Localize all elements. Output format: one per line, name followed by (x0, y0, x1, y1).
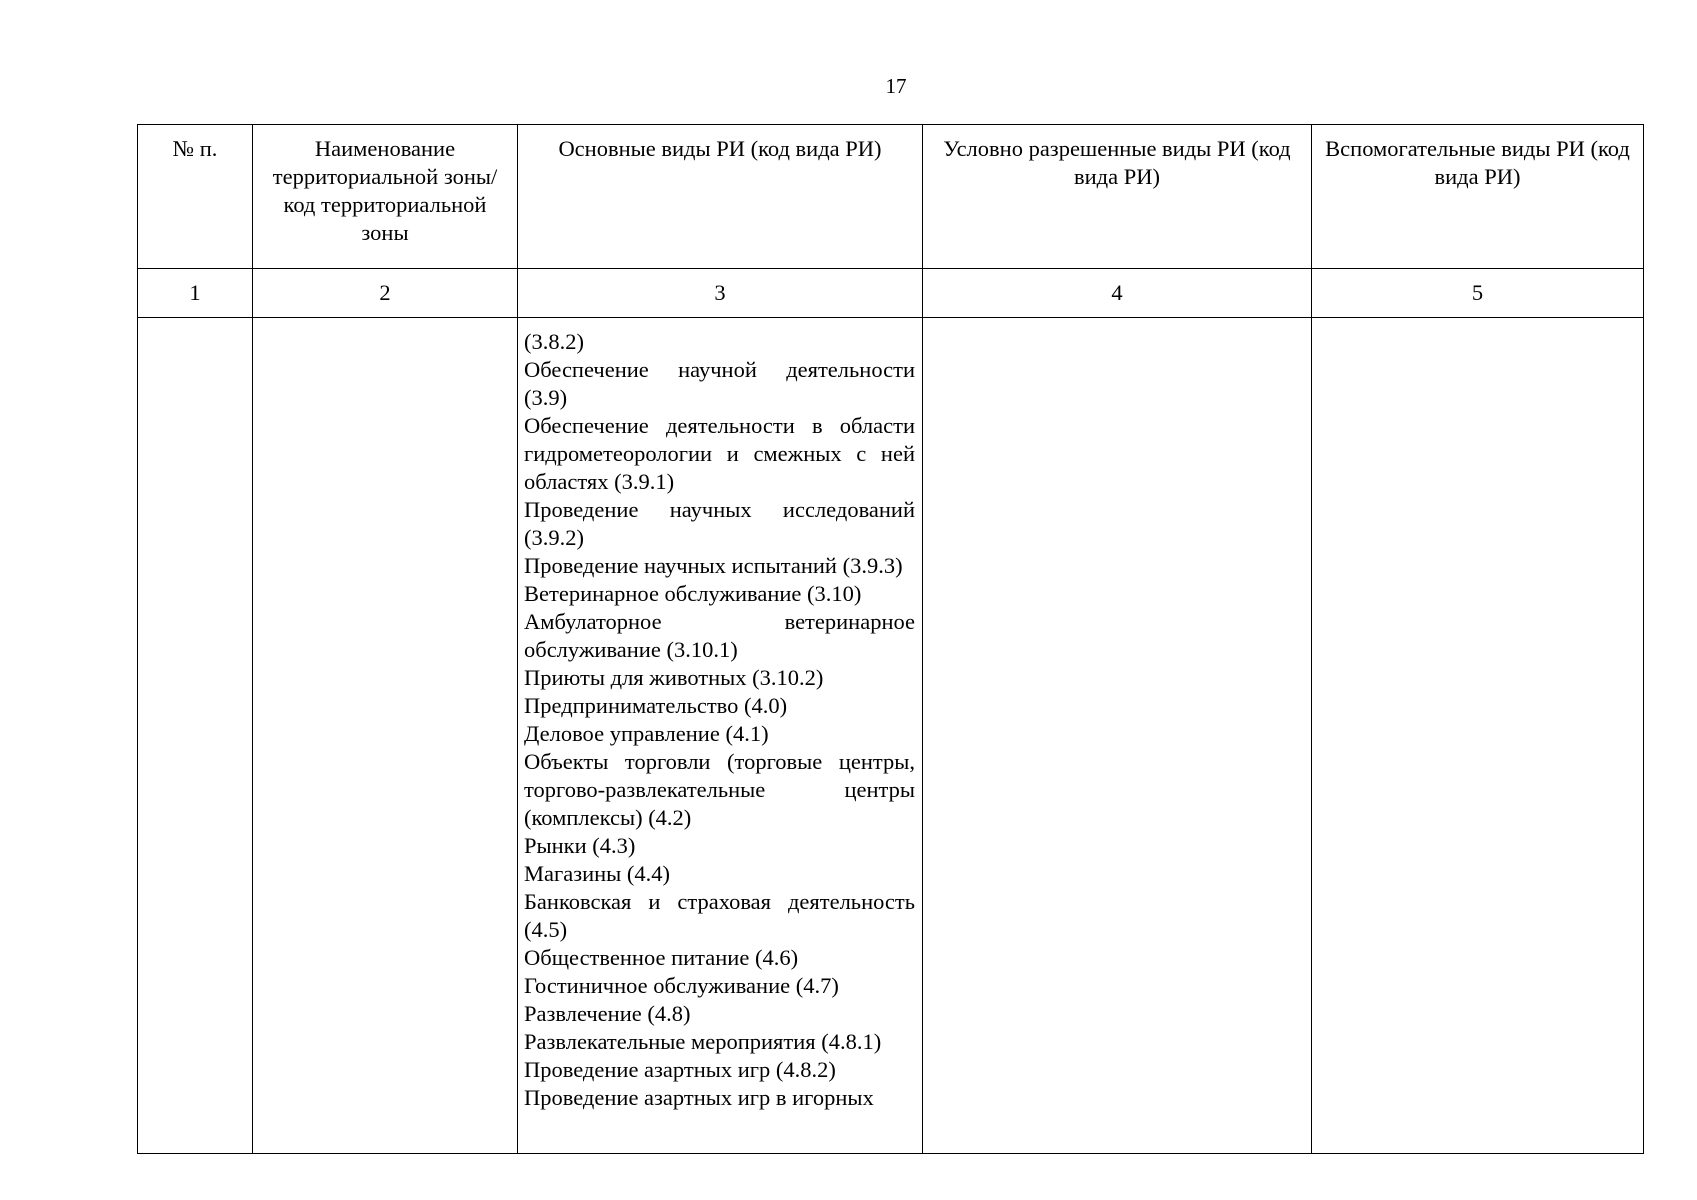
header-row (138, 125, 1644, 269)
list-item: Проведение азартных игр в игорных (524, 1085, 874, 1110)
list-item: Рынки (4.3) (524, 833, 636, 858)
column-number-row (138, 269, 1644, 318)
zoning-table (137, 124, 1644, 1154)
main-types-list (518, 318, 922, 1112)
row-number-cell (138, 318, 253, 1154)
list-item: Деловое управление (4.1) (524, 721, 769, 746)
list-item: Приюты для животных (3.10.2) (524, 665, 824, 690)
list-item: Амбулаторное ветеринарное обслуживание (3.10.1) (524, 609, 915, 662)
list-item: Гостиничное обслуживание (4.7) (524, 973, 839, 998)
list-item: Проведение научных испытаний (3.9.3) (524, 553, 903, 578)
list-item: Объекты торговли (торговые центры, торгово-развлекательные центры (комплексы) (4.2) (524, 749, 915, 830)
list-item: (3.8.2) (524, 329, 584, 354)
list-item: Обеспечение научной деятельности (3.9) (524, 357, 915, 410)
column-number-3: 3 (518, 269, 923, 318)
table-row (138, 318, 1644, 1154)
column-number-2: 2 (253, 269, 518, 318)
header-zone-name: Наименование территориальной зоны/код территориальной зоны (253, 125, 518, 269)
column-number-5: 5 (1312, 269, 1644, 318)
list-item: Обеспечение деятельности в области гидрометеорологии и смежных с ней областях (3.9.1) (524, 413, 915, 494)
main-types-cell (518, 318, 923, 1154)
header-main-types: Основные виды РИ (код вида РИ) (518, 125, 923, 269)
header-number: № п. (138, 125, 253, 269)
list-item: Предпринимательство (4.0) (524, 693, 788, 718)
list-item: Развлечение (4.8) (524, 1001, 691, 1026)
header-auxiliary-types: Вспомогательные виды РИ (код вида РИ) (1312, 125, 1644, 269)
list-item: Ветеринарное обслуживание (3.10) (524, 581, 862, 606)
list-item: Банковская и страховая деятельность (4.5) (524, 889, 915, 942)
page-number: 17 (885, 74, 907, 98)
list-item: Проведение азартных игр (4.8.2) (524, 1057, 836, 1082)
list-item: Проведение научных исследований (3.9.2) (524, 497, 915, 550)
zone-name-cell (253, 318, 518, 1154)
auxiliary-types-cell (1312, 318, 1644, 1154)
conditional-types-cell (923, 318, 1312, 1154)
list-item: Развлекательные мероприятия (4.8.1) (524, 1029, 882, 1054)
list-item: Магазины (4.4) (524, 861, 671, 886)
header-conditional-types: Условно разрешенные виды РИ (код вида РИ) (923, 125, 1312, 269)
list-item: Общественное питание (4.6) (524, 945, 799, 970)
column-number-1: 1 (138, 269, 253, 318)
column-number-4: 4 (923, 269, 1312, 318)
